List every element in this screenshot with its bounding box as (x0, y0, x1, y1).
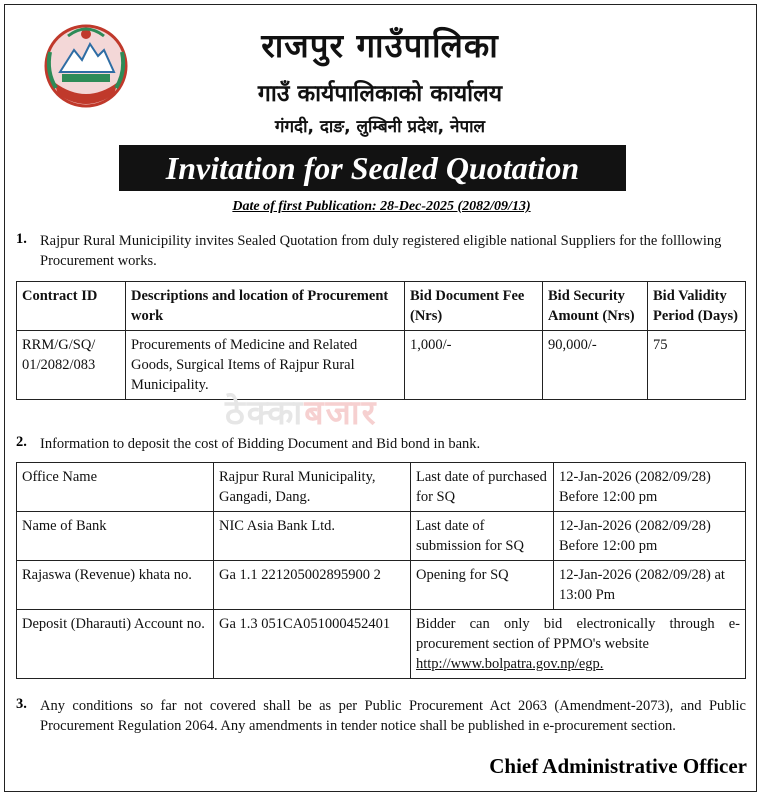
revenue-khata-label: Rajaswa (Revenue) khata no. (17, 561, 214, 610)
section-1-text: Rajpur Rural Municipility invites Sealed Quotation from duly registered eligible national Suppliers for the folllowing Procurement works. (40, 233, 722, 269)
table-header-row (17, 282, 746, 331)
notice-title: Invitation for Sealed Quotation (119, 145, 626, 191)
office-name: गाउँ कार्यपालिकाको कार्यालय (257, 81, 503, 107)
procurement-table (16, 281, 746, 400)
office-name-label: Office Name (17, 463, 214, 512)
bid-fee: 1,000/- (405, 331, 543, 400)
municipality-name: राजपुर गाउँपालिका (261, 26, 499, 65)
deposit-account-label: Deposit (Dharauti) Account no. (17, 610, 214, 679)
description: Procurements of Medicine and Related Goods, Surgical Items of Rajpur Rural Municipality. (126, 331, 405, 400)
opening-value: 12-Jan-2026 (2082/09/28) at 13:00 Pm (554, 561, 746, 610)
section-3-number: 3. (16, 696, 27, 712)
submission-date-value: 12-Jan-2026 (2082/09/28) Before 12:00 pm (554, 512, 746, 561)
purchase-date-label: Last date of purchased for SQ (411, 463, 554, 512)
nepal-emblem-icon (40, 22, 132, 112)
section-2-text: Information to deposit the cost of Bidding Document and Bid bond in bank. (40, 436, 481, 452)
revenue-khata-value: Ga 1.1 221205002895900 2 (214, 561, 411, 610)
col-bid-validity: Bid Validity Period (Days) (648, 282, 746, 331)
contract-id: RRM/G/SQ/ 01/2082/083 (17, 331, 126, 400)
table-row (17, 512, 746, 561)
table-row (17, 561, 746, 610)
table-row (17, 610, 746, 679)
col-bid-fee: Bid Document Fee (Nrs) (405, 282, 543, 331)
section-1-number: 1. (16, 231, 27, 247)
submission-date-label: Last date of submission for SQ (411, 512, 554, 561)
table-row (17, 331, 746, 400)
section-2-number: 2. (16, 434, 27, 450)
deposit-account-value: Ga 1.3 051CA051000452401 (214, 610, 411, 679)
purchase-date-value: 12-Jan-2026 (2082/09/28) Before 12:00 pm (554, 463, 746, 512)
watermark: ठेक्काबजार (225, 393, 378, 433)
col-bid-security: Bid Security Amount (Nrs) (543, 282, 648, 331)
e-bidding-note (411, 610, 746, 679)
table-row (17, 463, 746, 512)
signature-title: Chief Administrative Officer (489, 754, 747, 778)
bid-security: 90,000/- (543, 331, 648, 400)
bid-validity: 75 (648, 331, 746, 400)
publication-date: Date of first Publication: 28-Dec-2025 (2082/09/13) (232, 199, 531, 214)
section-3-text: Any conditions so far not covered shall be as per Public Procurement Act 2063 (Amendment-2073), and Public Procurement Regulation 2064. Any amendments in tender notice shall be published in e-procurement section. (40, 698, 746, 734)
col-contract-id: Contract ID (17, 282, 126, 331)
opening-label: Opening for SQ (411, 561, 554, 610)
bank-name-value: NIC Asia Bank Ltd. (214, 512, 411, 561)
bank-name-label: Name of Bank (17, 512, 214, 561)
ppmo-link[interactable]: http://www.bolpatra.gov.np/egp. (416, 656, 604, 672)
address: गंगदी, दाङ, लुम्बिनी प्रदेश, नेपाल (274, 117, 486, 137)
bank-info-table (16, 462, 746, 679)
e-bidding-note-text: Bidder can only bid electronically through e-procurement section of PPMO's website (416, 616, 740, 652)
col-description: Descriptions and location of Procurement work (126, 282, 405, 331)
office-name-value: Rajpur Rural Municipality, Gangadi, Dang. (214, 463, 411, 512)
